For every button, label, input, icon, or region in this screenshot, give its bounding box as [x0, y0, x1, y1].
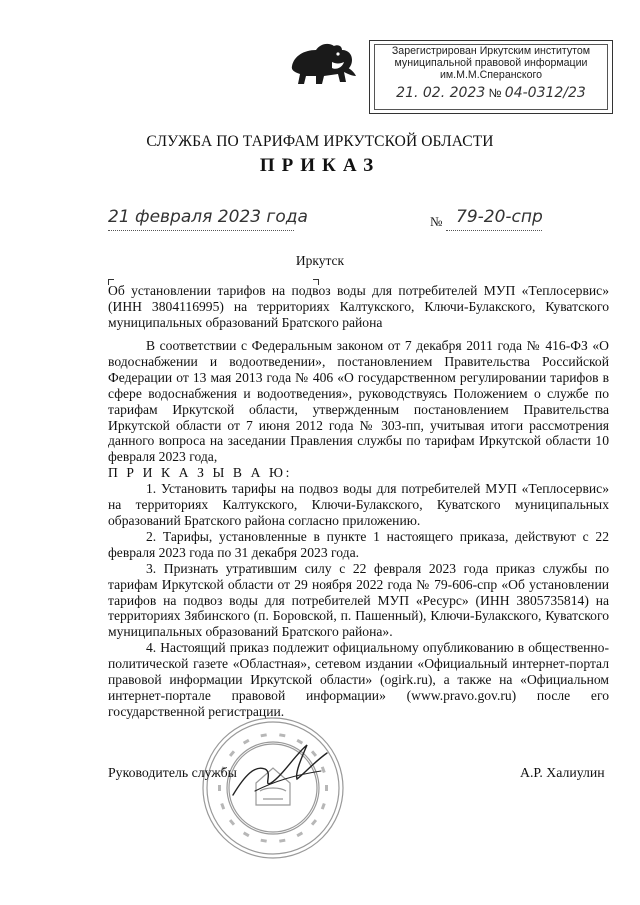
city-name: Иркутск	[295, 253, 345, 268]
stamp-line-3: им.М.М.Сперанского	[439, 69, 543, 81]
stamp-reg-no-label: №	[488, 86, 502, 100]
stamp-line-1: Зарегистрирован Иркутским институтом	[391, 45, 591, 57]
order-item-3: 3. Признать утратившим силу с 22 февраля 2023 года приказ службы по тарифам Иркутской области от 29 ноября 2022 года № 79-606-спр «Об установлении тарифов на подвоз воды для потребителей МУП «Ресурс» (ИНН 3805735814) на территориях Зябинского (п. Боровской, п. Пашенный), Ключи-Булакского, Куватского муниципальных образований Братского района».	[108, 560, 609, 640]
stamp-reg-date: 21. 02. 2023	[396, 85, 486, 101]
order-item-1: 1. Установить тарифы на подвоз воды для потребителей МУП «Теплосервис» на территориях Калтукского, Ключи-Булакского, Куватского муниципальных образований Братского района согласно приложению.	[108, 481, 609, 528]
document-type-title: ПРИКАЗ	[259, 155, 381, 176]
signatory-position: Руководитель службы	[108, 765, 237, 780]
order-item-2: 2. Тарифы, установленные в пункте 1 настоящего приказа, действуют с 22 февраля 2023 года по 31 декабря 2023 года.	[108, 528, 609, 560]
stamp-reg-no: 04-0312/23	[504, 85, 586, 101]
stamp-line-2: муниципальной правовой информации	[394, 57, 588, 69]
agency-name: СЛУЖБА ПО ТАРИФАМ ИРКУТСКОЙ ОБЛАСТИ	[146, 133, 494, 150]
number-underline	[446, 230, 542, 231]
registration-stamp	[369, 40, 613, 114]
order-word: П Р И К А З Ы В А Ю:	[108, 465, 292, 481]
order-subject: Об установлении тарифов на подвоз воды для потребителей МУП «Теплосервис» (ИНН 3804116995) на территориях Калтукского, Ключи-Булакского, Куватского муниципальных образований Братского района	[108, 283, 609, 330]
order-number-label: №	[430, 214, 443, 229]
order-date: 21 февраля 2023 года	[108, 207, 308, 227]
handwritten-signature-icon	[225, 735, 335, 815]
order-item-4: 4. Настоящий приказ подлежит официальному опубликованию в общественно-политической газете «Областная», сетевом издании «Официальный интернет-портал правовой информации Иркутской области» (ogirk.ru), а также на «Официальном интернет-портале правовой информации» (www.pravo.gov.ru) после его государственной регистрации.	[108, 640, 609, 719]
order-body	[108, 338, 609, 720]
stamp-registration-line	[370, 87, 612, 99]
date-underline	[108, 230, 294, 231]
signatory-name: А.Р. Халиулин	[520, 765, 605, 780]
order-number: 79-20-спр	[456, 207, 543, 227]
preamble-paragraph: В соответствии с Федеральным законом от 7 декабря 2011 года № 416-ФЗ «О водоснабжении и водоотведении», постановлением Правительства Российской Федерации от 13 мая 2013 года № 406 «О государственном регулировании тарифов в сфере водоснабжения и водоотведения», руководствуясь Положением о службе по тарифам Иркутской области, утвержденным постановлением Правительства Иркутской области от 7 июня 2012 года № 303-пп, учитывая итоги рассмотрения данного вопроса на заседании Правления службы по тарифам Иркутской области 10 февраля 2023 года,	[108, 338, 609, 465]
coat-of-arms-icon	[284, 38, 360, 92]
